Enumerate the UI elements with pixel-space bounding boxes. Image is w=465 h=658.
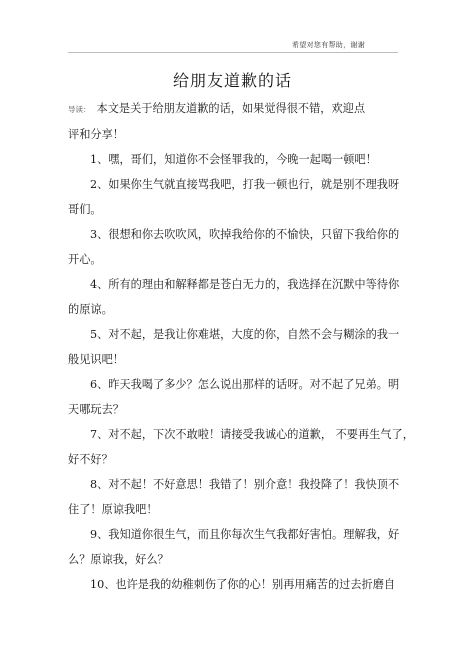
list-item-continuation: 般见识吧！ (68, 353, 124, 366)
intro-text: 本文是关于给朋友道歉的话，如果觉得很不错，欢迎点 (96, 102, 366, 115)
list-item: 6、昨天我喝了多少？怎么说出那样的话呀。对不起了兄弟。明 (90, 378, 400, 391)
list-item-continuation: 哥们。 (68, 203, 102, 216)
intro-line: 评和分享！ (68, 128, 124, 141)
list-item: 3、很想和你去吹吹风，吹掉我给你的不愉快，只留下我给你的 (90, 228, 400, 241)
list-item-continuation: 的原谅。 (68, 303, 113, 316)
list-item: 7、对不起，下次不敢啦！请接受我诚心的道歉， 不要再生气了， (90, 428, 414, 441)
document-body (68, 96, 414, 597)
list-item: 5、对不起，是我让你难堪，大度的你，自然不会与糊涂的我一 (90, 328, 400, 341)
header-note: 希望对您有帮助，谢谢 (292, 41, 365, 49)
intro-line (68, 96, 388, 122)
list-item-continuation: 么？原谅我，好么？ (68, 553, 169, 566)
document-title: 给朋友道歉的话 (172, 71, 292, 90)
list-item: 9、我知道你很生气，而且你每次生气我都好害怕。理解我，好 (90, 528, 400, 541)
header-divider (68, 52, 398, 53)
list-item: 10、也许是我的幼稚刺伤了你的心！别再用痛苦的过去折磨自 (90, 578, 396, 591)
list-item: 1、嘿，哥们，知道你不会怪罪我的，今晚一起喝一顿吧！ (90, 153, 377, 166)
list-item-continuation: 天哪玩去？ (68, 403, 124, 416)
list-item-continuation: 开心。 (68, 253, 102, 266)
list-item: 4、所有的理由和解释都是苍白无力的，我选择在沉默中等待你 (90, 278, 400, 291)
list-item-continuation: 住了！原谅我吧！ (68, 503, 158, 516)
list-item-continuation: 好不好？ (68, 453, 113, 466)
list-item: 2、如果你生气就直接骂我吧，打我一顿也行，就是别不理我呀 (90, 178, 400, 191)
list-item: 8、对不起！不好意思！我错了！别介意！我投降了！我快顶不 (90, 478, 400, 491)
guide-label: 导读： (68, 105, 91, 114)
